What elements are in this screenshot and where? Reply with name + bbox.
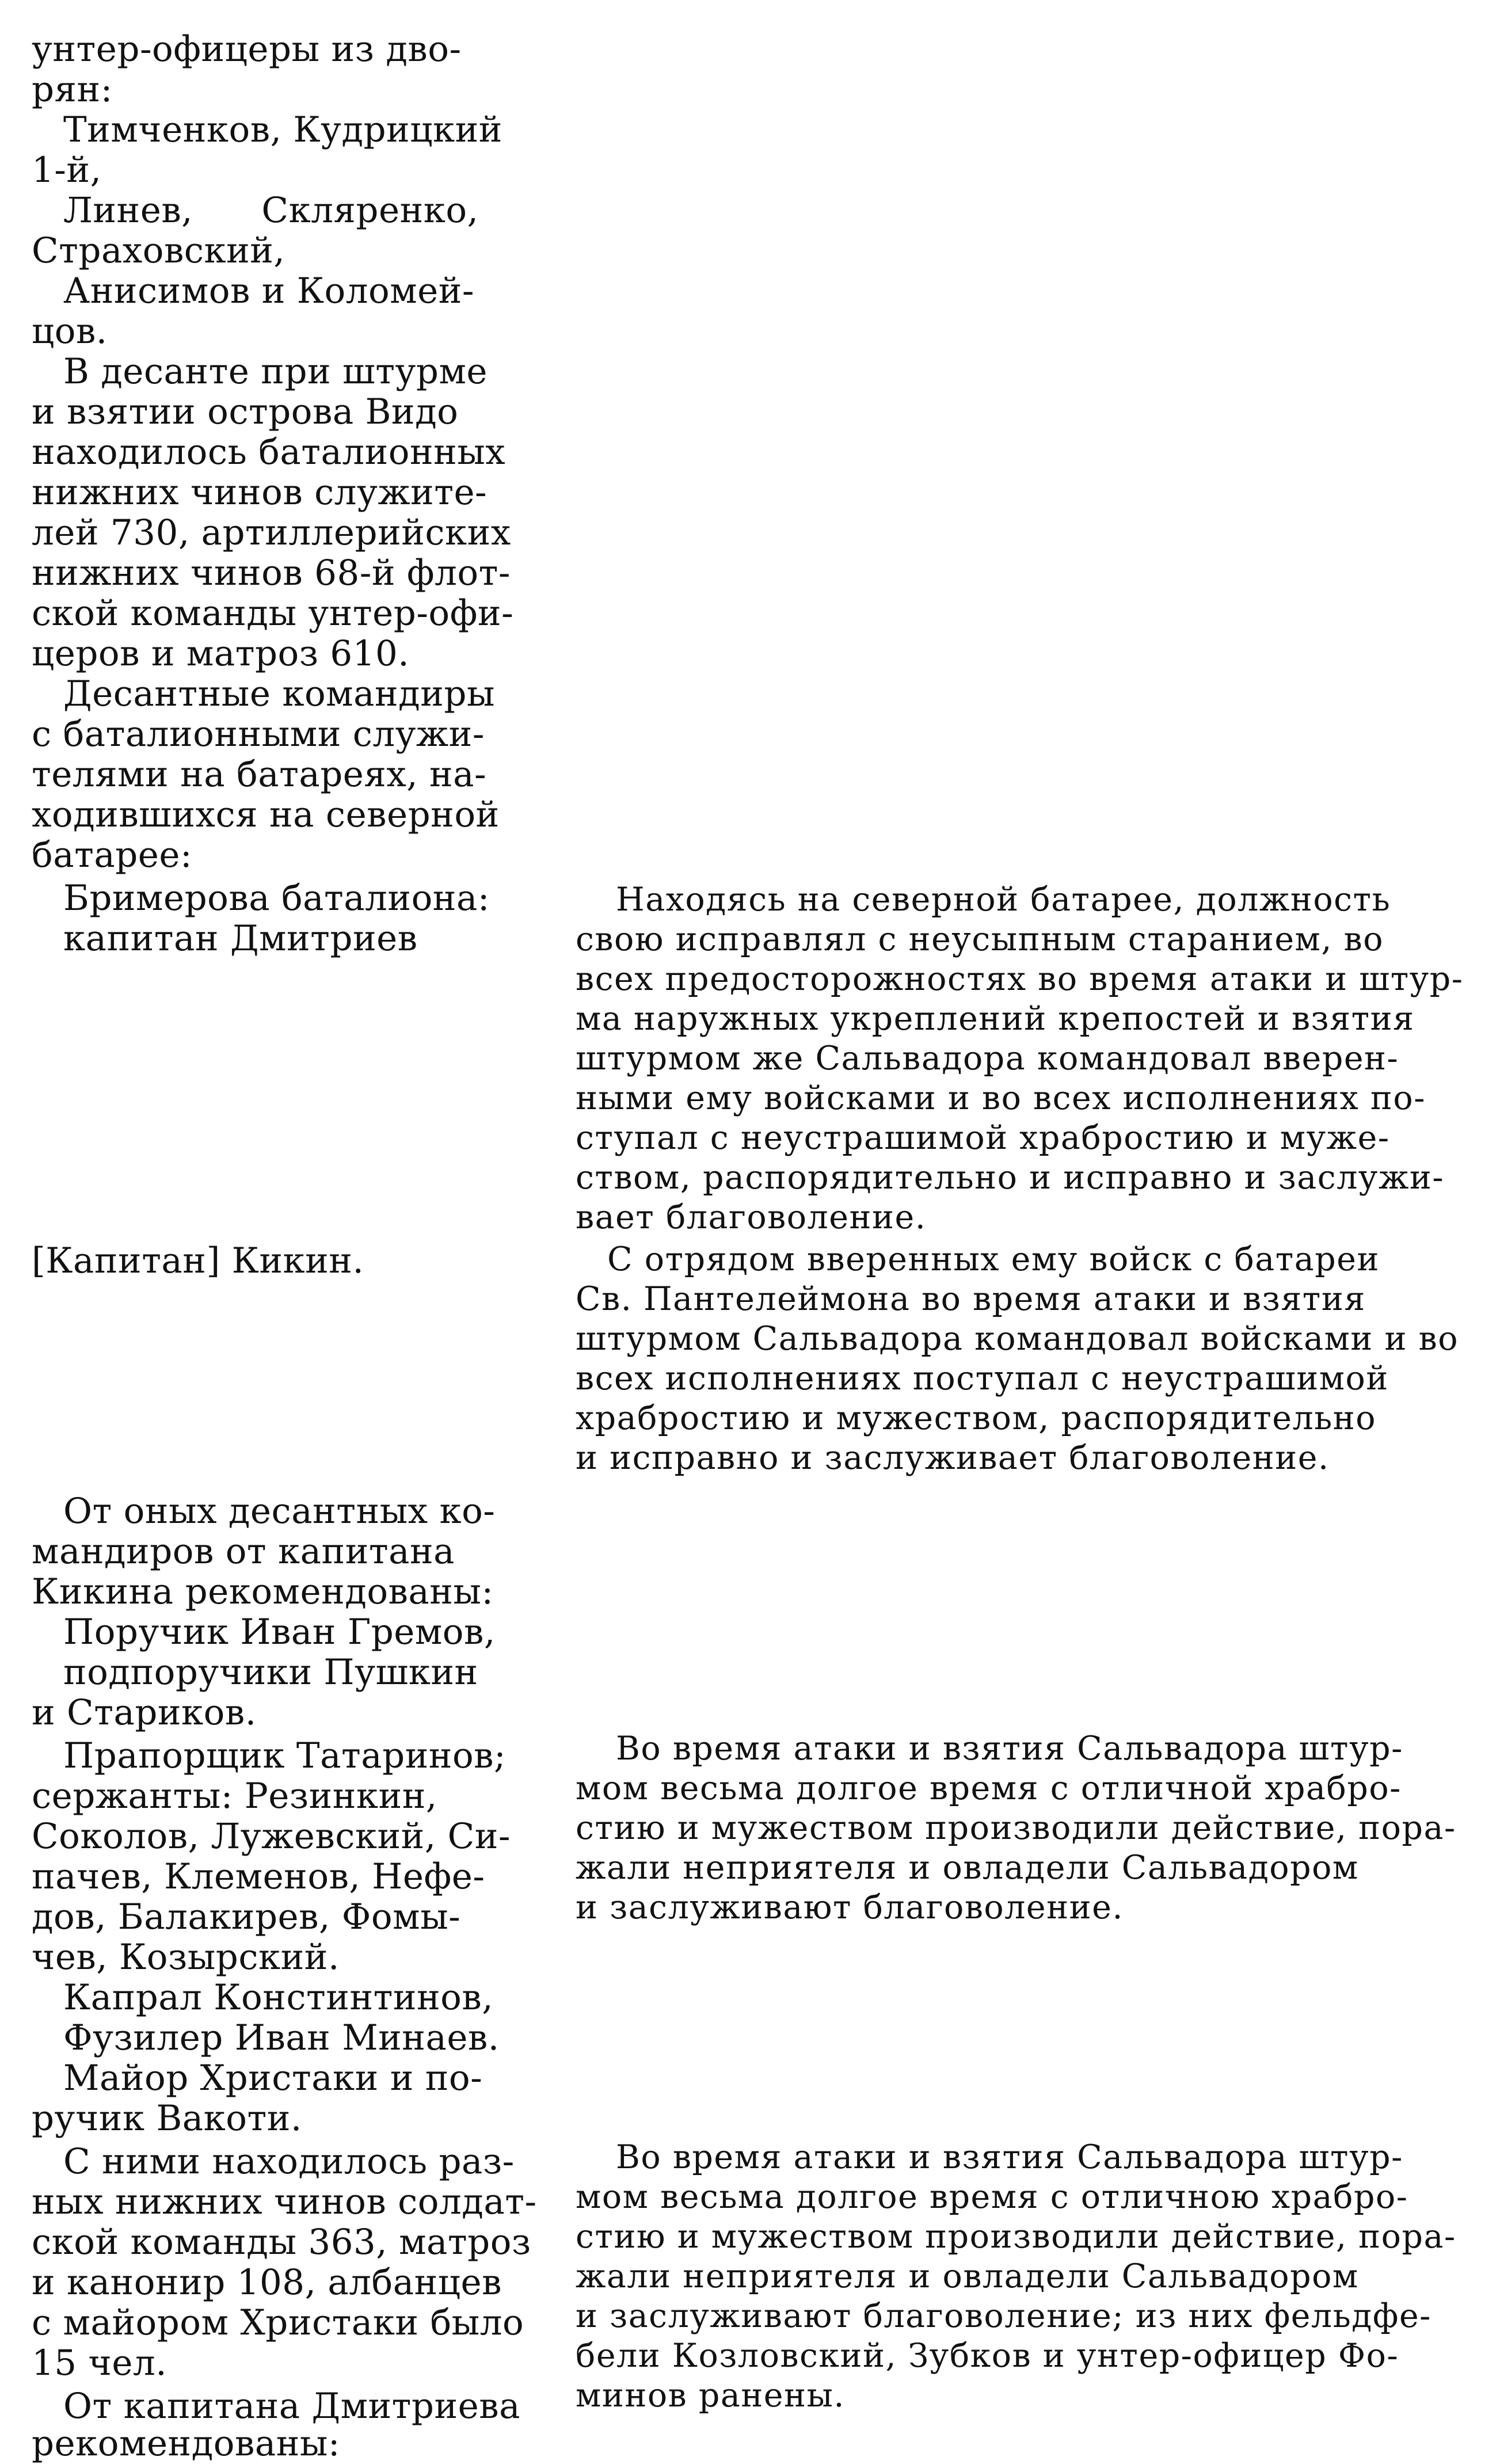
text-line: От оных десантных ко- xyxy=(63,1491,496,1532)
text-line: сержанты: Резинкин, xyxy=(32,1776,437,1816)
text-line: с майором Христаки было xyxy=(32,2302,524,2343)
text-line: 15 чел. xyxy=(32,2343,167,2383)
text-line: церов и матроз 610. xyxy=(32,633,410,674)
text-line: лей 730, артиллерийских xyxy=(32,512,511,553)
text-line: От капитана Дмитриева xyxy=(63,2386,520,2427)
text-line: Тимченков, Кудрицкий xyxy=(63,109,502,150)
text-line: штурмом же Сальвадора командовал вверен- xyxy=(576,1039,1399,1077)
text-line: Находясь на северной батарее, должность xyxy=(616,881,1391,919)
text-line: с баталионными служи- xyxy=(32,714,485,755)
text-line: минов ранены. xyxy=(576,2377,846,2415)
text-line: штурмом Сальвадора командовал войсками и во xyxy=(576,1320,1459,1358)
text-line: ступал с неустрашимой храбростию и муже- xyxy=(576,1119,1390,1157)
text-line: С отрядом вверенных ему войск с батареи xyxy=(607,1240,1380,1278)
text-line: цов. xyxy=(32,311,108,352)
text-line: стию и мужеством производили действие, пора- xyxy=(576,1809,1456,1847)
text-line: Капрал Констинтинов, xyxy=(63,1977,494,2018)
text-line: мандиров от капитана xyxy=(32,1531,455,1572)
text-line: ской команды 363, матроз xyxy=(32,2222,531,2263)
text-line: ством, распорядительно и исправно и заслужи- xyxy=(576,1159,1445,1197)
text-line: нижних чинов служите- xyxy=(32,472,488,513)
text-line: Поручик Иван Гремов, xyxy=(63,1612,496,1652)
text-line: С ними находилось раз- xyxy=(63,2141,515,2182)
text-line: батарее: xyxy=(32,835,193,875)
text-line: Бримерова баталиона: xyxy=(63,878,490,919)
text-line: и канонир 108, албанцев xyxy=(32,2262,502,2303)
text-line: и заслуживают благоволение. xyxy=(576,1888,1124,1926)
text-line: и Стариков. xyxy=(32,1692,257,1733)
text-line: Во время атаки и взятия Сальвадора штур- xyxy=(616,1730,1403,1768)
text-line: ской команды унтер-офи- xyxy=(32,593,514,634)
text-line: Кикина рекомендованы: xyxy=(32,1571,494,1612)
text-line: пачев, Клеменов, Нефе- xyxy=(32,1856,485,1897)
text-line: всех исполнениях поступал с неустрашимой xyxy=(576,1359,1389,1397)
text-line: Анисимов и Коломей- xyxy=(63,271,475,311)
text-line: находилось баталионных xyxy=(32,432,506,473)
text-line: бели Козловский, Зубков и унтер-офицер Фо- xyxy=(576,2337,1399,2375)
text-line: и заслуживают благоволение; из них фельдфе- xyxy=(576,2297,1431,2335)
text-line: унтер-офицеры из дво- xyxy=(32,29,462,70)
text-line: дов, Балакирев, Фомы- xyxy=(32,1896,461,1937)
text-line: В десанте при штурме xyxy=(63,351,488,392)
text-line: подпоручики Пушкин xyxy=(63,1652,478,1693)
text-line: вает благоволение. xyxy=(576,1198,927,1236)
text-line: [Капитан] Кикин. xyxy=(32,1240,364,1281)
text-line: ходившихся на северной xyxy=(32,794,500,835)
text-line: нижних чинов 68-й флот- xyxy=(32,553,511,593)
text-line: мом весьма долгое время с отличной храбро- xyxy=(576,1769,1402,1807)
text-line: 1-й, xyxy=(32,150,102,191)
text-line: ных нижних чинов солдат- xyxy=(32,2181,537,2222)
text-line: и исправно и заслуживает благоволение. xyxy=(576,1439,1330,1477)
text-line: Св. Пантелеймона во время атаки и взятия xyxy=(576,1280,1366,1318)
text-line: и взятии острова Видо xyxy=(32,391,459,432)
text-line: Во время атаки и взятия Сальвадора штур- xyxy=(616,2138,1403,2176)
text-line: ручик Вакоти. xyxy=(32,2098,302,2139)
text-line: мом весьма долгое время с отличною храбро- xyxy=(576,2178,1408,2216)
text-line: жали неприятеля и овладели Сальвадором xyxy=(576,2257,1359,2295)
text-line: чев, Козырский. xyxy=(32,1937,340,1978)
text-line: рян: xyxy=(32,69,113,110)
text-line: стию и мужеством производили действие, пора- xyxy=(576,2218,1456,2256)
text-line: Десантные командиры xyxy=(63,673,495,714)
text-line: Страховский, xyxy=(32,230,285,271)
text-line: Фузилер Иван Минаев. xyxy=(63,2017,500,2058)
text-line: Майор Христаки и по- xyxy=(63,2058,483,2099)
text-line: Прапорщик Татаринов; xyxy=(63,1735,507,1776)
text-line: капитан Дмитриев xyxy=(63,918,418,959)
text-line: жали неприятеля и овладели Сальвадором xyxy=(576,1849,1359,1887)
text-line: рекомендованы: xyxy=(32,2423,340,2464)
text-line: всех предосторожностях во время атаки и штур- xyxy=(576,960,1464,998)
text-line: ма наружных укреплений крепостей и взятия xyxy=(576,1000,1415,1038)
text-line: Линев, Скляренко, xyxy=(63,190,479,231)
text-line: храбростию и мужеством, распорядительно xyxy=(576,1399,1377,1437)
text-line: ными ему войсками и во всех исполнениях по- xyxy=(576,1079,1426,1117)
text-line: телями на батареях, на- xyxy=(32,754,487,795)
text-line: свою исправлял с неусыпным старанием, во xyxy=(576,920,1384,958)
text-line: Соколов, Лужевский, Си- xyxy=(32,1816,511,1857)
